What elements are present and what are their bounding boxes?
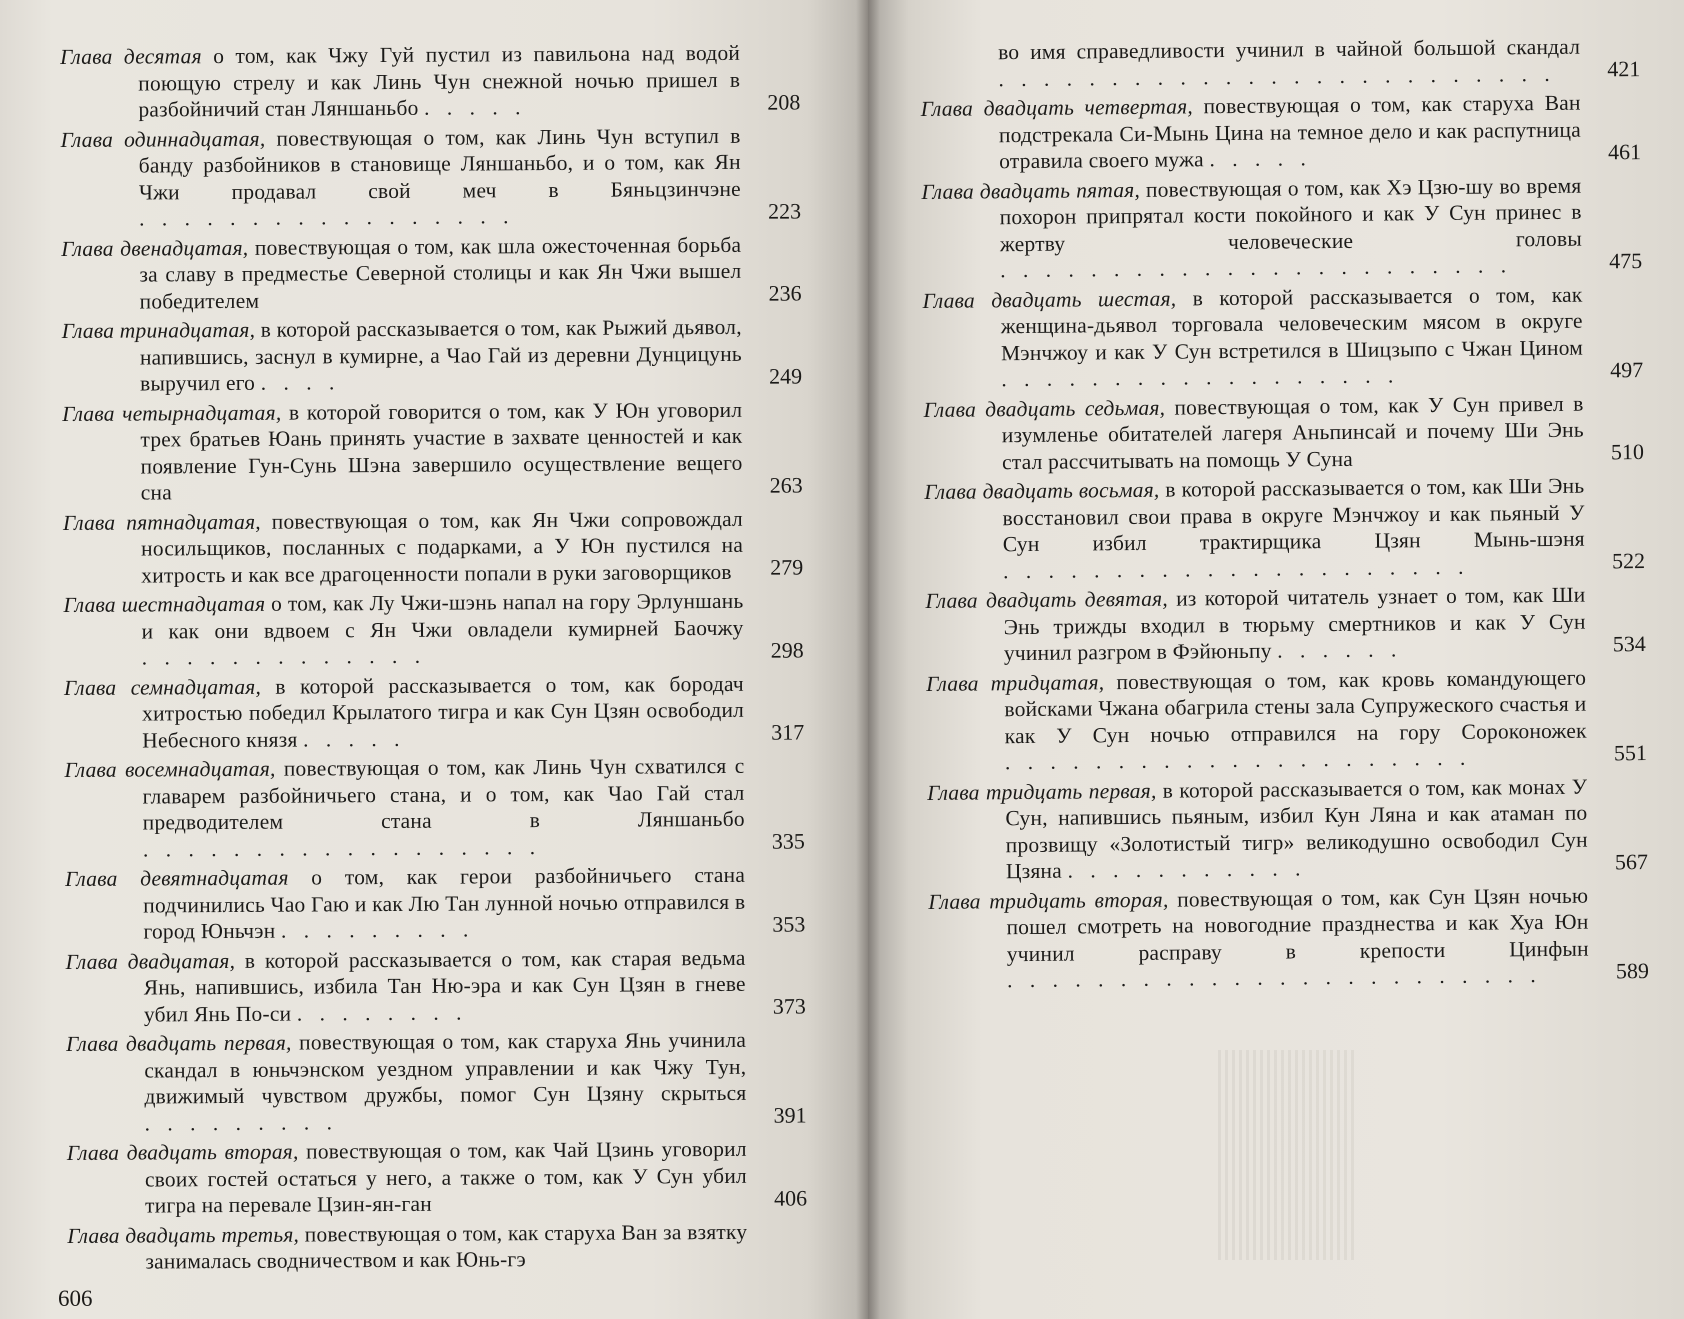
page-number: 421 xyxy=(1607,56,1641,82)
chapter-description: о том, как герои разбойничьего стана подчинились Чао Гаю и как Лю Тан лунной ночью отправился в город Юньчэн xyxy=(143,862,746,944)
chapter-heading: Глава десятая xyxy=(60,44,202,69)
chapter-heading: Глава восемнадцатая, xyxy=(64,756,276,782)
chapter-description: повествующая о том, как У Сун привел в изумленье обитателей лагеря Аньпинсай и почему Ши Энь стал рассчитывать на помощь У Суна xyxy=(1001,391,1584,474)
page-number: 461 xyxy=(1607,138,1642,164)
toc-entry xyxy=(62,313,802,397)
page-number: 567 xyxy=(1614,848,1649,874)
chapter-heading: Глава одиннадцатая, xyxy=(60,126,266,152)
chapter-description: в которой рассказывается о том, как Ши Энь восстановил свои права в округе Мэнчжоу и как пьяный У Сун избил трактирщика Цзян Мынь-шэня xyxy=(1002,473,1585,557)
toc-left xyxy=(60,39,808,1278)
page-number: 298 xyxy=(770,636,804,663)
page-number: 373 xyxy=(772,993,806,1019)
chapter-description: повествующая о том, как Сун Цзян ночью пошел смотреть на новогодние празднества и как Хуа Юн учинил расправу в крепости Цинфын xyxy=(1006,883,1589,966)
page-number: 406 xyxy=(773,1184,808,1211)
leader-dots: . . . . . . . . . . . . . . . . . . xyxy=(1001,363,1400,392)
page-number: 589 xyxy=(1615,957,1650,983)
chapter-description: повествующая о том, как Чай Цзинь уговорил своих гостей остаться у него, а также о том, как У Сун убил тигра на перевале Цзин-ян-ган xyxy=(144,1136,747,1218)
chapter-heading: Глава двадцать третья, xyxy=(67,1222,300,1248)
page-number: 208 xyxy=(767,88,801,115)
page-number: 249 xyxy=(768,362,803,389)
chapter-heading: Глава четырнадцатая, xyxy=(62,400,282,426)
chapter-heading: Глава шестнадцатая xyxy=(63,591,266,617)
chapter-heading: Глава двадцать восьмая, xyxy=(924,477,1160,504)
chapter-heading: Глава пятнадцатая, xyxy=(62,509,261,535)
chapter-description: повествующая о том, как Ян Чжи сопровождал носильщиков, посланных с подарками, а У Юн пустился на хитрость и как все драгоценности попали в руки заговорщиков xyxy=(141,506,744,588)
leader-dots: . . . . . xyxy=(423,95,527,120)
toc-entry xyxy=(928,882,1649,995)
chapter-description: повествующая о том, как шла ожесточенная борьба за славу в предместье Северной столицы и как Ян Чжи вышел победителем xyxy=(139,232,742,314)
page-number: 497 xyxy=(1610,356,1644,382)
leader-dots: . . . . . . xyxy=(1277,637,1403,663)
leader-dots: . . . . . . . . . . . xyxy=(1067,856,1307,883)
toc-entry xyxy=(921,172,1642,285)
chapter-heading: Глава девятнадцатая xyxy=(65,865,289,891)
chapter-heading: Глава двадцать пятая, xyxy=(921,177,1141,204)
page-number: 317 xyxy=(771,719,805,745)
leader-dots: . . . . . . . . . . . . . . . . . . . . . xyxy=(1004,745,1472,775)
toc-entry xyxy=(60,39,800,123)
chapter-description: повествующая о том, как старуха Ван за взятку занималась сводничеством и как Юнь-гэ xyxy=(145,1219,748,1274)
leader-dots: . . . . . . . . xyxy=(296,1000,468,1026)
chapter-heading: Глава тринадцатая, xyxy=(61,317,256,343)
leader-dots: . . . . xyxy=(260,370,341,395)
toc-entry xyxy=(66,1026,807,1137)
toc-entry xyxy=(927,773,1648,886)
chapter-description: во имя справедливости учинил в чайной большой скандал xyxy=(998,34,1581,65)
chapter-description: повествующая о том, как Хэ Цзю-шу во время похорон припрятал кости покойного и как У Сун принес в жертву человеческие головы xyxy=(999,173,1583,256)
chapter-description: в которой рассказывается о том, как монах У Сун, напившись пьяным, избил Кун Ляна и как атаман по прозвищу «Золотистый тигр» великодушно освободил Сун Цзяна xyxy=(1005,774,1588,884)
chapter-heading: Глава тридцать вторая, xyxy=(928,887,1169,914)
page-number: 279 xyxy=(770,554,804,580)
toc-entry xyxy=(67,1135,807,1219)
chapter-heading: Глава двадцать седьмая, xyxy=(923,395,1166,422)
leader-dots: . . . . . . . . . xyxy=(280,917,475,943)
leader-dots: . . . . . . . . . . . . . . . . . . . . . xyxy=(1002,554,1470,583)
page-folio: 606 xyxy=(58,1286,93,1311)
chapter-description: в которой говорится о том, как У Юн уговорил трех братьев Юань принять участие в захвате ценностей и как появление Гун-Сунь Шэна завершило осуществление вещего сна xyxy=(140,397,743,505)
leader-dots: . . . . . . . . . . . . . . . . . . . . . . . . . xyxy=(998,61,1556,91)
page-number: 223 xyxy=(767,197,802,224)
leader-dots: . . . . . . . . . . . . . . . . . xyxy=(138,204,515,231)
toc-entry xyxy=(63,505,803,589)
chapter-description: из которой читатель узнает о том, как Ши Энь трижды входил в тюрьму смертников и как У Сун учинил разгром в Фэйюньпу xyxy=(1003,582,1586,666)
chapter-heading: Глава двадцать шестая, xyxy=(922,286,1177,313)
chapter-heading: Глава двадцать первая, xyxy=(66,1030,292,1056)
leader-dots: . . . . . . . . . . . . . . . . . . . . . . . xyxy=(1000,253,1513,283)
toc-entry xyxy=(923,390,1644,476)
page-number: 510 xyxy=(1610,439,1645,465)
toc-entry xyxy=(61,122,802,233)
chapter-description: о том, как Чжу Гуй пустил из павильона над водой поющую стрелу и как Линь Чун снежной ночью пришел в разбойничий стан Ляншаньбо xyxy=(138,40,741,122)
page-number: 551 xyxy=(1613,739,1647,765)
toc-entry xyxy=(925,581,1646,667)
show-through-barcode xyxy=(1218,1050,1358,1260)
toc-entry xyxy=(924,472,1645,585)
toc-entry xyxy=(65,861,805,945)
chapter-description: о том, как Лу Чжи-шэнь напал на гору Эрлуншань и как они вдвоем с Ян Чжи овладели кумирней Баочжу xyxy=(141,588,744,644)
chapter-heading: Глава двадцать вторая, xyxy=(66,1139,299,1165)
toc-entry xyxy=(921,89,1642,175)
toc-entry xyxy=(62,396,803,507)
toc-entry xyxy=(66,944,806,1028)
chapter-description: повествующая о том, как Линь Чун вступил в банду разбойников в становище Ляншаньбо, и о том, как Ян Чжи продавал свой меч в Бяньцзинчэне xyxy=(138,123,741,205)
leader-dots: . . . . . xyxy=(1209,146,1312,172)
page-number: 263 xyxy=(769,471,803,498)
chapter-heading: Глава тридцатая, xyxy=(926,669,1105,696)
page-number: 353 xyxy=(772,910,806,937)
leader-dots: . . . . . xyxy=(302,726,406,752)
chapter-description: повествующая о том, как Линь Чун схватился с главарем разбойничьего стана, и о том, как Чао Гай стал предводителем стана в Ляншаньбо xyxy=(142,753,745,835)
chapter-description: в которой рассказывается о том, как бородач хитростью победил Крылатого тигра и как Сун Цзян освободил Небесного князя xyxy=(142,671,745,753)
page-number: 236 xyxy=(768,280,802,306)
book-gutter xyxy=(856,0,880,1319)
toc-entry xyxy=(64,752,805,863)
toc-entry xyxy=(61,231,801,315)
toc-entry xyxy=(926,664,1647,777)
chapter-heading: Глава двадцатая, xyxy=(65,948,236,974)
chapter-description: в которой рассказывается о том, как Рыжий дьявол, напившись, заснул в кумирне, а Чао Гай из деревни Дунцицунь выручил его xyxy=(139,314,742,396)
page-number: 335 xyxy=(771,828,805,854)
page-number: 534 xyxy=(1612,630,1646,656)
page-number: 475 xyxy=(1609,247,1643,273)
toc-entry xyxy=(922,281,1643,394)
chapter-heading: Глава двенадцатая, xyxy=(61,235,249,261)
chapter-heading: Глава тридцать первая, xyxy=(927,778,1157,805)
toc-entry-continued xyxy=(920,33,1640,93)
leader-dots: . . . . . . . . . . . . . . . . . . xyxy=(142,834,542,862)
chapter-description: повествующая о том, как старуха Ван подстрекала Си-Мынь Цина на темное дело и как распутница отравила своего мужа xyxy=(998,90,1582,174)
chapter-description: повествующая о том, как старуха Янь учинила скандал в юньчэнском уездном управлении и как Чжу Тун, движимый чувством дружбы, помог Сун Цзяну скрыться xyxy=(144,1027,747,1109)
toc-right xyxy=(920,33,1649,997)
toc-entry xyxy=(67,1218,807,1276)
chapter-description: в которой рассказывается о том, как женщина-дьявол торговала человеческим мясом в округе Мэнчжоу и как У Сун встретился в Шицзыпо с Чжан Цином xyxy=(1000,282,1584,365)
page-number: 391 xyxy=(773,1102,807,1128)
toc-entry xyxy=(64,670,804,754)
page-number: 522 xyxy=(1611,548,1646,574)
toc-entry xyxy=(63,587,803,671)
chapter-heading: Глава двадцать четвертая, xyxy=(920,94,1194,121)
chapter-description: в которой рассказывается о том, как старая ведьма Янь, напившись, избила Тан Ню-эра и как Сун Цзян в гневе убил Янь По-си xyxy=(143,945,746,1027)
leader-dots: . . . . . . . . . . . . . . . . . . . . . . . . xyxy=(1006,963,1542,993)
leader-dots: . . . . . . . . . . . . . xyxy=(141,643,427,670)
chapter-description: повествующая о том, как кровь командующего войсками Чжана обагрила стены зала Супружеского счастья и как У Сун ночью отправился на гору Сороконожек xyxy=(1004,665,1587,748)
chapter-heading: Глава двадцать девятая, xyxy=(925,586,1169,613)
leader-dots: . . . . . . . . . xyxy=(144,1109,339,1136)
chapter-heading: Глава семнадцатая, xyxy=(63,674,262,700)
